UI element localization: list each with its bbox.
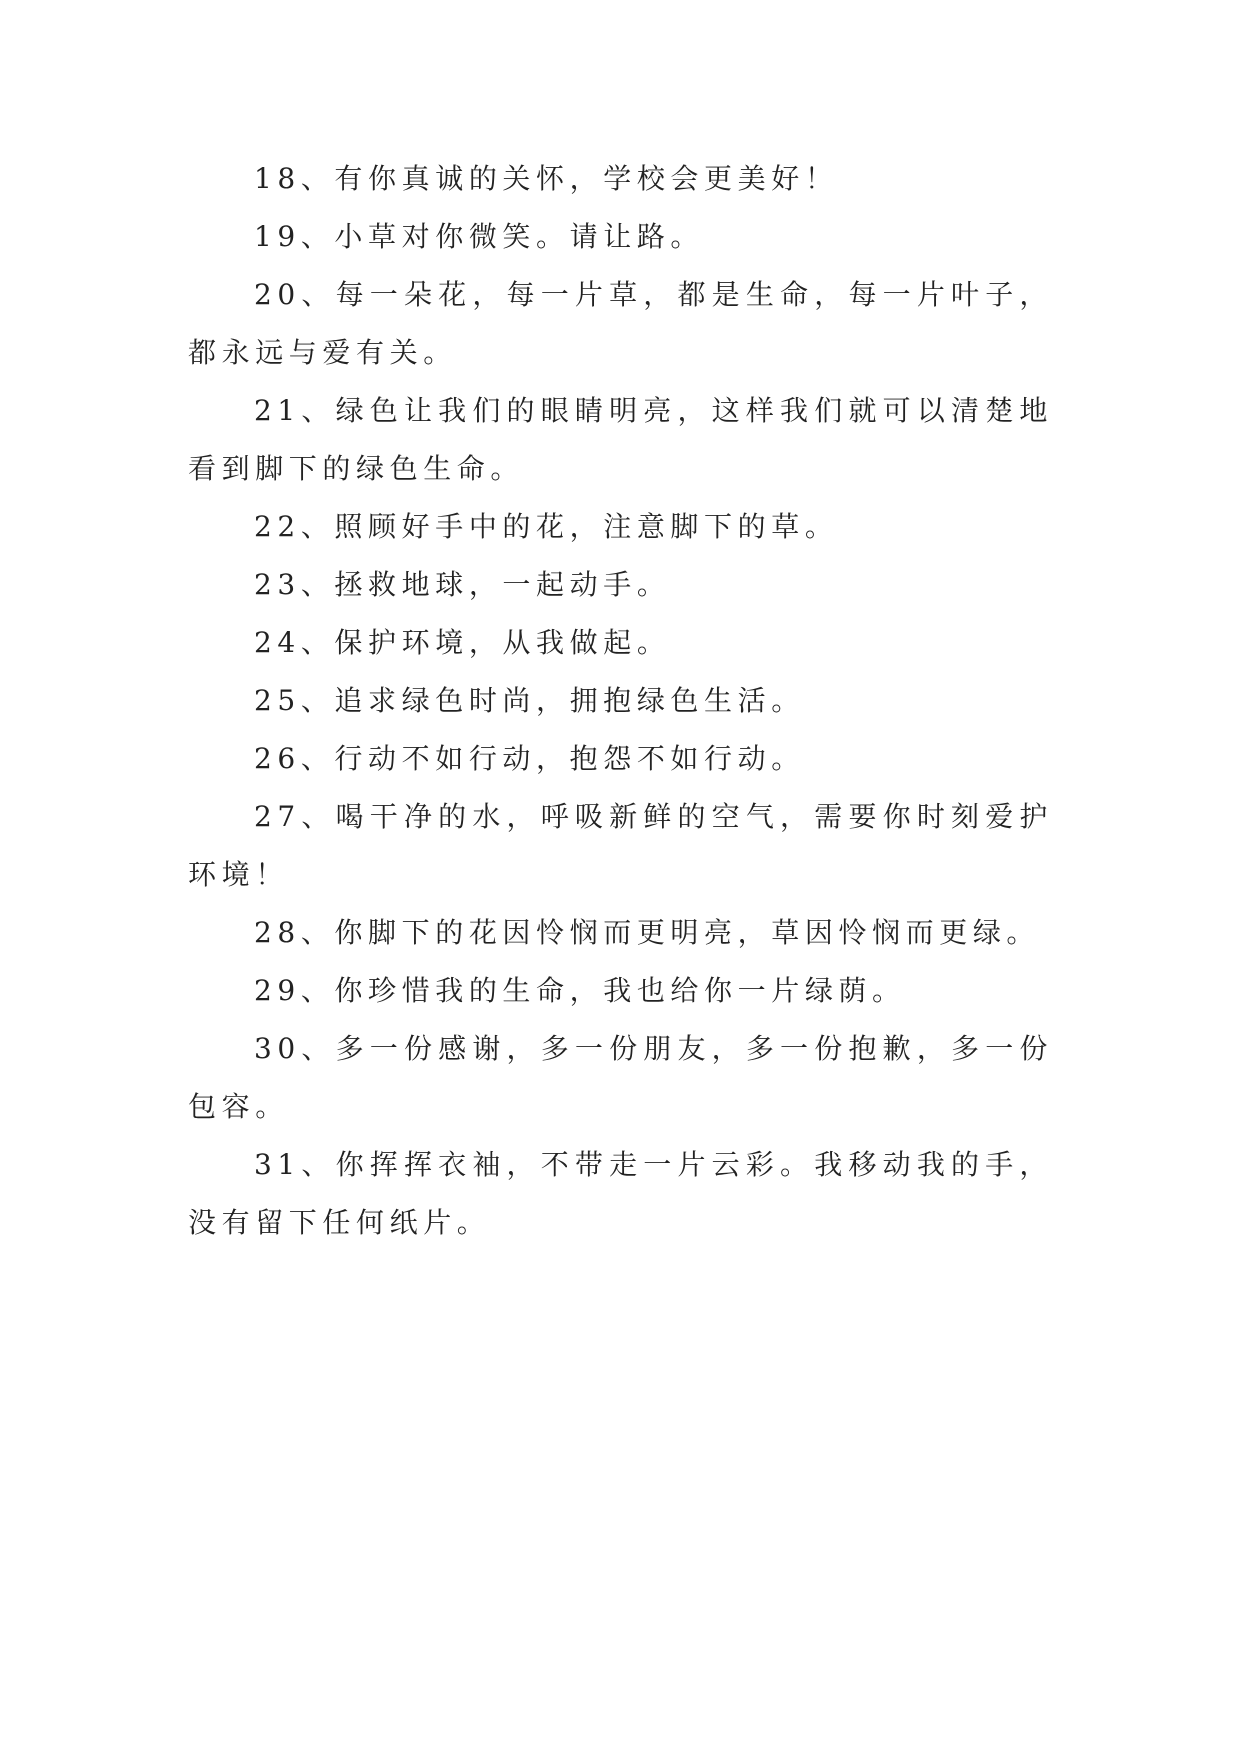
paragraph-26: 26、行动不如行动，抱怨不如行动。	[254, 742, 805, 775]
paragraph-25: 25、追求绿色时尚，拥抱绿色生活。	[254, 684, 805, 717]
paragraph-29: 29、你珍惜我的生命，我也给你一片绿荫。	[254, 974, 906, 1007]
paragraph-27: 27、喝干净的水，呼吸新鲜的空气，需要你时刻爱护环境！	[188, 800, 1053, 891]
paragraph-24: 24、保护环境，从我做起。	[254, 626, 671, 659]
paragraph-18: 18、有你真诚的关怀，学校会更美好！	[254, 162, 839, 195]
paragraph-28: 28、你脚下的花因怜悯而更明亮，草因怜悯而更绿。	[254, 916, 1041, 949]
paragraph-23: 23、拯救地球，一起动手。	[254, 568, 671, 601]
paragraph-20: 20、每一朵花，每一片草，都是生命，每一片叶子，都永远与爱有关。	[188, 278, 1053, 369]
paragraph-30: 30、多一份感谢，多一份朋友，多一份抱歉，多一份包容。	[188, 1032, 1053, 1123]
paragraph-31: 31、你挥挥衣袖，不带走一片云彩。我移动我的手，没有留下任何纸片。	[188, 1148, 1053, 1239]
paragraph-22: 22、照顾好手中的花，注意脚下的草。	[254, 510, 839, 543]
paragraph-21: 21、绿色让我们的眼睛明亮，这样我们就可以清楚地看到脚下的绿色生命。	[188, 394, 1053, 485]
paragraph-19: 19、小草对你微笑。请让路。	[254, 220, 705, 253]
document-body	[188, 150, 1053, 1252]
